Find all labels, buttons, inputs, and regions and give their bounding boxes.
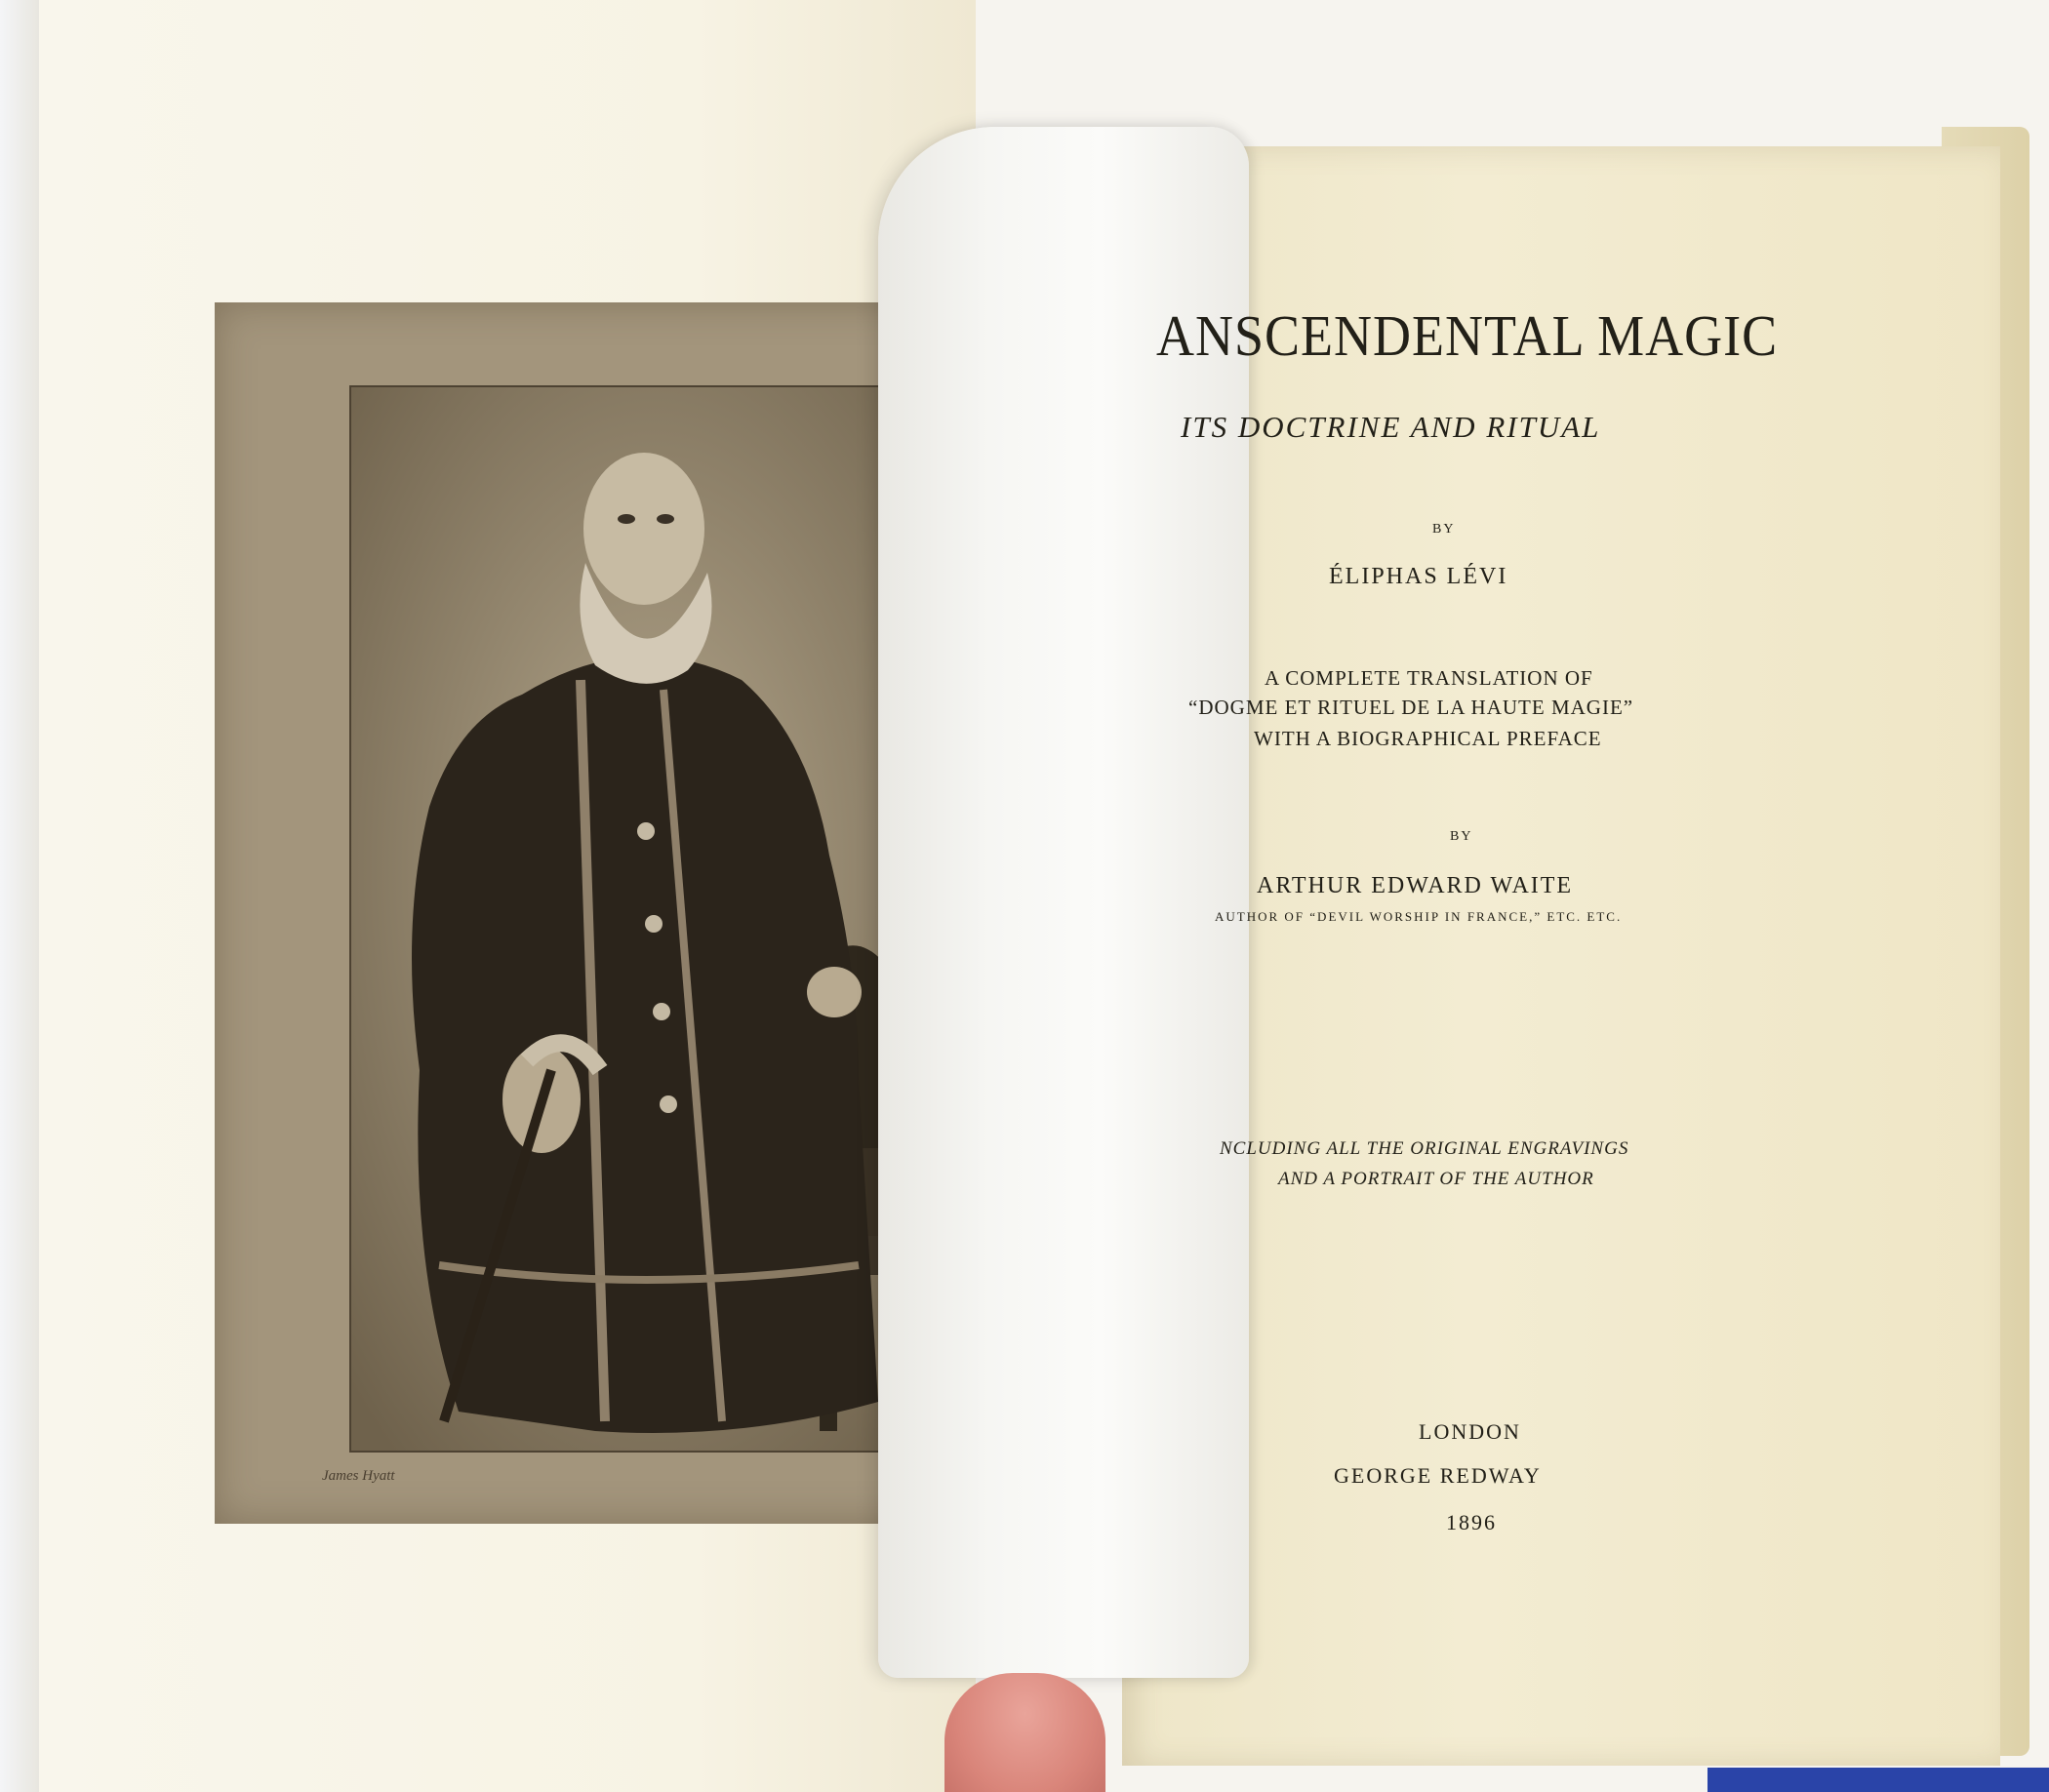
book-title: ANSCENDENTAL MAGIC [1156, 303, 1779, 369]
description-line-3: WITH A BIOGRAPHICAL PREFACE [1254, 727, 1602, 750]
frontispiece-page [39, 0, 976, 1792]
by-label: BY [1432, 522, 1456, 537]
photo-caption: James Hyatt [322, 1468, 395, 1484]
portrait-photo [349, 385, 958, 1453]
publication-year: 1896 [1446, 1510, 1497, 1534]
publisher-place: LONDON [1419, 1419, 1521, 1444]
translator-name: ARTHUR EDWARD WAITE [1257, 873, 1574, 898]
by-label-2: BY [1450, 829, 1473, 844]
portrait-figure [351, 387, 956, 1451]
engravings-line-2: AND A PORTRAIT OF THE AUTHOR [1278, 1169, 1594, 1189]
blue-surface [1708, 1768, 2049, 1792]
portrait-plate [215, 302, 956, 1524]
translator-credit: AUTHOR OF “DEVIL WORSHIP IN FRANCE,” ETC. ETC. [1215, 909, 1623, 924]
book-subtitle: ITS DOCTRINE AND RITUAL [1181, 410, 1601, 444]
description-line-2: “DOGME ET RITUEL DE LA HAUTE MAGIE” [1188, 696, 1634, 719]
finger [944, 1673, 1105, 1792]
author-name: ÉLIPHAS LÉVI [1329, 564, 1508, 589]
publisher-name: GEORGE REDWAY [1334, 1463, 1542, 1488]
background-edge [0, 0, 39, 1792]
description-line-1: A COMPLETE TRANSLATION OF [1265, 666, 1593, 690]
title-page [1122, 146, 2000, 1766]
engravings-line-1: NCLUDING ALL THE ORIGINAL ENGRAVINGS [1220, 1138, 1629, 1159]
